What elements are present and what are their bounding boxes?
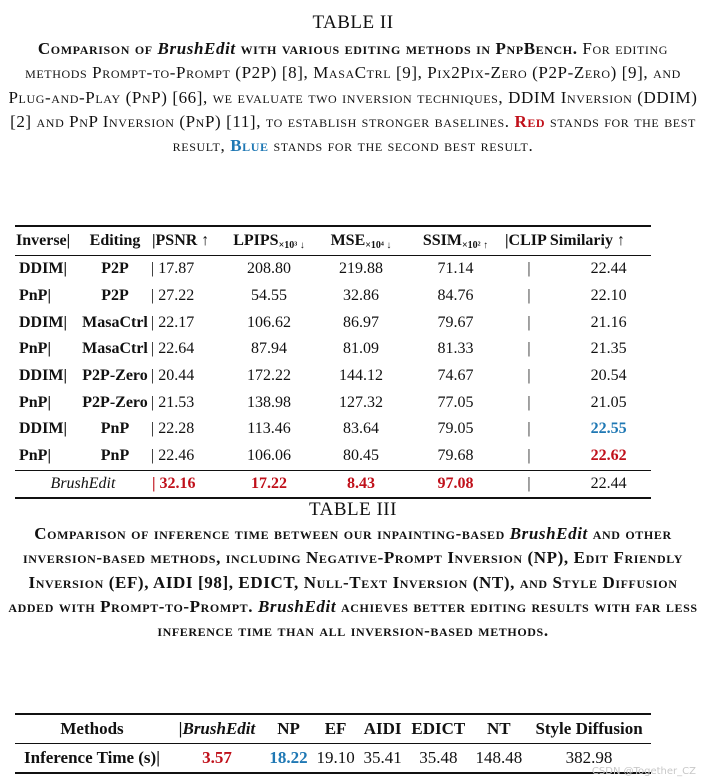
mse-cell: 86.97 [343, 313, 379, 331]
col-editing: Editing [89, 232, 141, 249]
mse-cell: 219.88 [339, 260, 383, 278]
editing-cell: P2P-Zero [82, 393, 148, 411]
t3-col-brushedit: |BrushEdit [178, 719, 256, 738]
t3-nt-value: 148.48 [475, 748, 523, 767]
mse-cell: 127.32 [339, 393, 383, 411]
table2-title: TABLE II [312, 12, 394, 33]
inverse-cell: PnP| [19, 340, 51, 358]
mse-cell: 81.09 [343, 340, 379, 358]
t3-col-ef: EF [324, 719, 347, 738]
lpips-cell: 106.06 [247, 447, 291, 465]
mse-cell: 8.43 [347, 474, 375, 492]
table2 [15, 225, 651, 499]
table3-header-row [15, 714, 651, 744]
watermark: CSDN @Together_CZ [591, 766, 696, 777]
col-psnr: |PSNR ↑ [152, 232, 210, 249]
editing-cell: MasaCtrl [82, 313, 148, 331]
table3-caption: Comparison of inference time between our inpainting-based BrushEdit and other inversion-based methods, including Negative-Prompt Inversion (NP), Edit Friendly Inversion (EF), AIDI [98], EDICT, Null-Text Inversion (NT), and Style Diffusion added with Prompt-to-Prompt. BrushEdit achieves better editing results with far less inference time than all inversion-based methods. [8, 524, 698, 641]
editing-cell: P2P [101, 260, 129, 278]
t3-col-aidi: AIDI [363, 719, 402, 738]
ssim-cell: 81.33 [437, 340, 474, 358]
lpips-cell: 172.22 [247, 367, 291, 385]
mse-cell: 83.64 [343, 420, 379, 438]
t3-aidi-value: 35.41 [363, 748, 402, 767]
editing-cell: PnP [100, 420, 130, 438]
psnr-cell: | 22.64 [151, 340, 195, 358]
t3-col-nt: NT [487, 719, 511, 738]
col-inverse: Inverse| [16, 232, 71, 249]
inverse-cell: PnP| [19, 393, 51, 411]
col-clip: |CLIP Similariy ↑ [505, 232, 625, 249]
table2-caption: Comparison of BrushEdit with various editing methods in PnpBench. For editing methods Prompt-to-Prompt (P2P) [8], MasaCtrl [9], Pix2Pix-Zero (P2P-Zero) [9], and Plug-and-Play (PnP) [66], we evaluate two inversion techniques, DDIM Inversion (DDIM) [2] and PnP Inversion (PnP) [11], to establish stronger baselines. Red stands for the best result, Blue stands for the second best result. [8, 39, 698, 156]
ssim-cell: 97.08 [437, 474, 474, 492]
editing-cell: PnP [100, 447, 130, 465]
psnr-cell: | 22.46 [151, 447, 195, 465]
method-cell: BrushEdit [50, 474, 116, 492]
inverse-cell: PnP| [19, 447, 51, 465]
clip-cell: | 21.05 [527, 393, 627, 411]
ssim-cell: 71.14 [437, 260, 474, 278]
ssim-cell: 74.67 [437, 367, 474, 385]
ssim-cell: 77.05 [437, 393, 474, 411]
t3-col-edict: EDICT [411, 719, 466, 738]
t3-row-label: Inference Time (s)| [24, 748, 160, 767]
inverse-cell: DDIM| [19, 313, 67, 331]
inverse-cell: DDIM| [19, 367, 67, 385]
best-color-word: Red [514, 111, 546, 131]
table-row [15, 283, 651, 310]
clip-cell: | 22.55 [527, 420, 627, 438]
t3-col-style: Style Diffusion [535, 719, 643, 738]
editing-cell: P2P [101, 287, 129, 305]
table-row-brushedit [15, 470, 651, 498]
table-row [15, 389, 651, 416]
lpips-cell: 208.80 [247, 260, 291, 278]
t3-col-methods: Methods [60, 719, 124, 738]
lpips-cell: 87.94 [251, 340, 287, 358]
t3-ef-value: 19.10 [316, 748, 355, 767]
col-mse: $MSE_{\times 10^4 ↓}$ [330, 231, 392, 251]
table-row [15, 256, 651, 283]
psnr-cell: | 27.22 [151, 287, 195, 305]
table-row [15, 363, 651, 390]
col-lpips: $LPIPS_{\times 10^3 ↓}$ [233, 231, 305, 251]
table2-header-row [15, 226, 651, 256]
t3-style-value: 382.98 [565, 748, 613, 767]
inverse-cell: DDIM| [19, 260, 67, 278]
table3-title: TABLE III [309, 499, 397, 520]
ssim-cell: 79.67 [437, 313, 474, 331]
table3 [15, 713, 651, 774]
ssim-cell: 79.05 [437, 420, 474, 438]
clip-cell: | 21.35 [527, 340, 627, 358]
table-row [15, 336, 651, 363]
clip-cell: | 22.44 [527, 260, 627, 278]
ssim-cell: 84.76 [437, 287, 474, 305]
editing-cell: MasaCtrl [82, 340, 148, 358]
ssim-cell: 79.68 [437, 447, 474, 465]
t3-brushedit-value: 3.57 [202, 748, 232, 767]
clip-cell: | 22.62 [527, 447, 627, 465]
t3-col-np: NP [277, 719, 300, 738]
t3-edict-value: 35.48 [419, 748, 458, 767]
t3-np-value: 18.22 [269, 748, 308, 767]
table3-row [15, 744, 651, 774]
col-ssim: $SSIM_{\times 10^2 ↑}$ [422, 231, 489, 251]
lpips-cell: 17.22 [251, 474, 287, 492]
inverse-cell: PnP| [19, 287, 51, 305]
editing-cell: P2P-Zero [82, 367, 148, 385]
clip-cell: | 21.16 [527, 313, 627, 331]
psnr-cell: | 17.87 [151, 260, 195, 278]
lpips-cell: 113.46 [247, 420, 291, 438]
psnr-cell: | 21.53 [151, 393, 195, 411]
lpips-cell: 54.55 [251, 287, 287, 305]
psnr-cell: | 22.28 [151, 420, 195, 438]
table-row [15, 443, 651, 470]
lpips-cell: 138.98 [247, 393, 291, 411]
psnr-cell: | 32.16 [152, 474, 196, 492]
mse-cell: 144.12 [339, 367, 383, 385]
lpips-cell: 106.62 [247, 313, 291, 331]
psnr-cell: | 20.44 [151, 367, 195, 385]
mse-cell: 32.86 [343, 287, 379, 305]
table-row [15, 309, 651, 336]
mse-cell: 80.45 [343, 447, 379, 465]
inverse-cell: DDIM| [19, 420, 67, 438]
psnr-cell: | 22.17 [151, 313, 195, 331]
table-row [15, 416, 651, 443]
second-color-word: Blue [230, 136, 269, 156]
clip-cell: | 20.54 [527, 367, 627, 385]
clip-cell: | 22.10 [527, 287, 627, 305]
clip-cell: | 22.44 [527, 474, 627, 492]
